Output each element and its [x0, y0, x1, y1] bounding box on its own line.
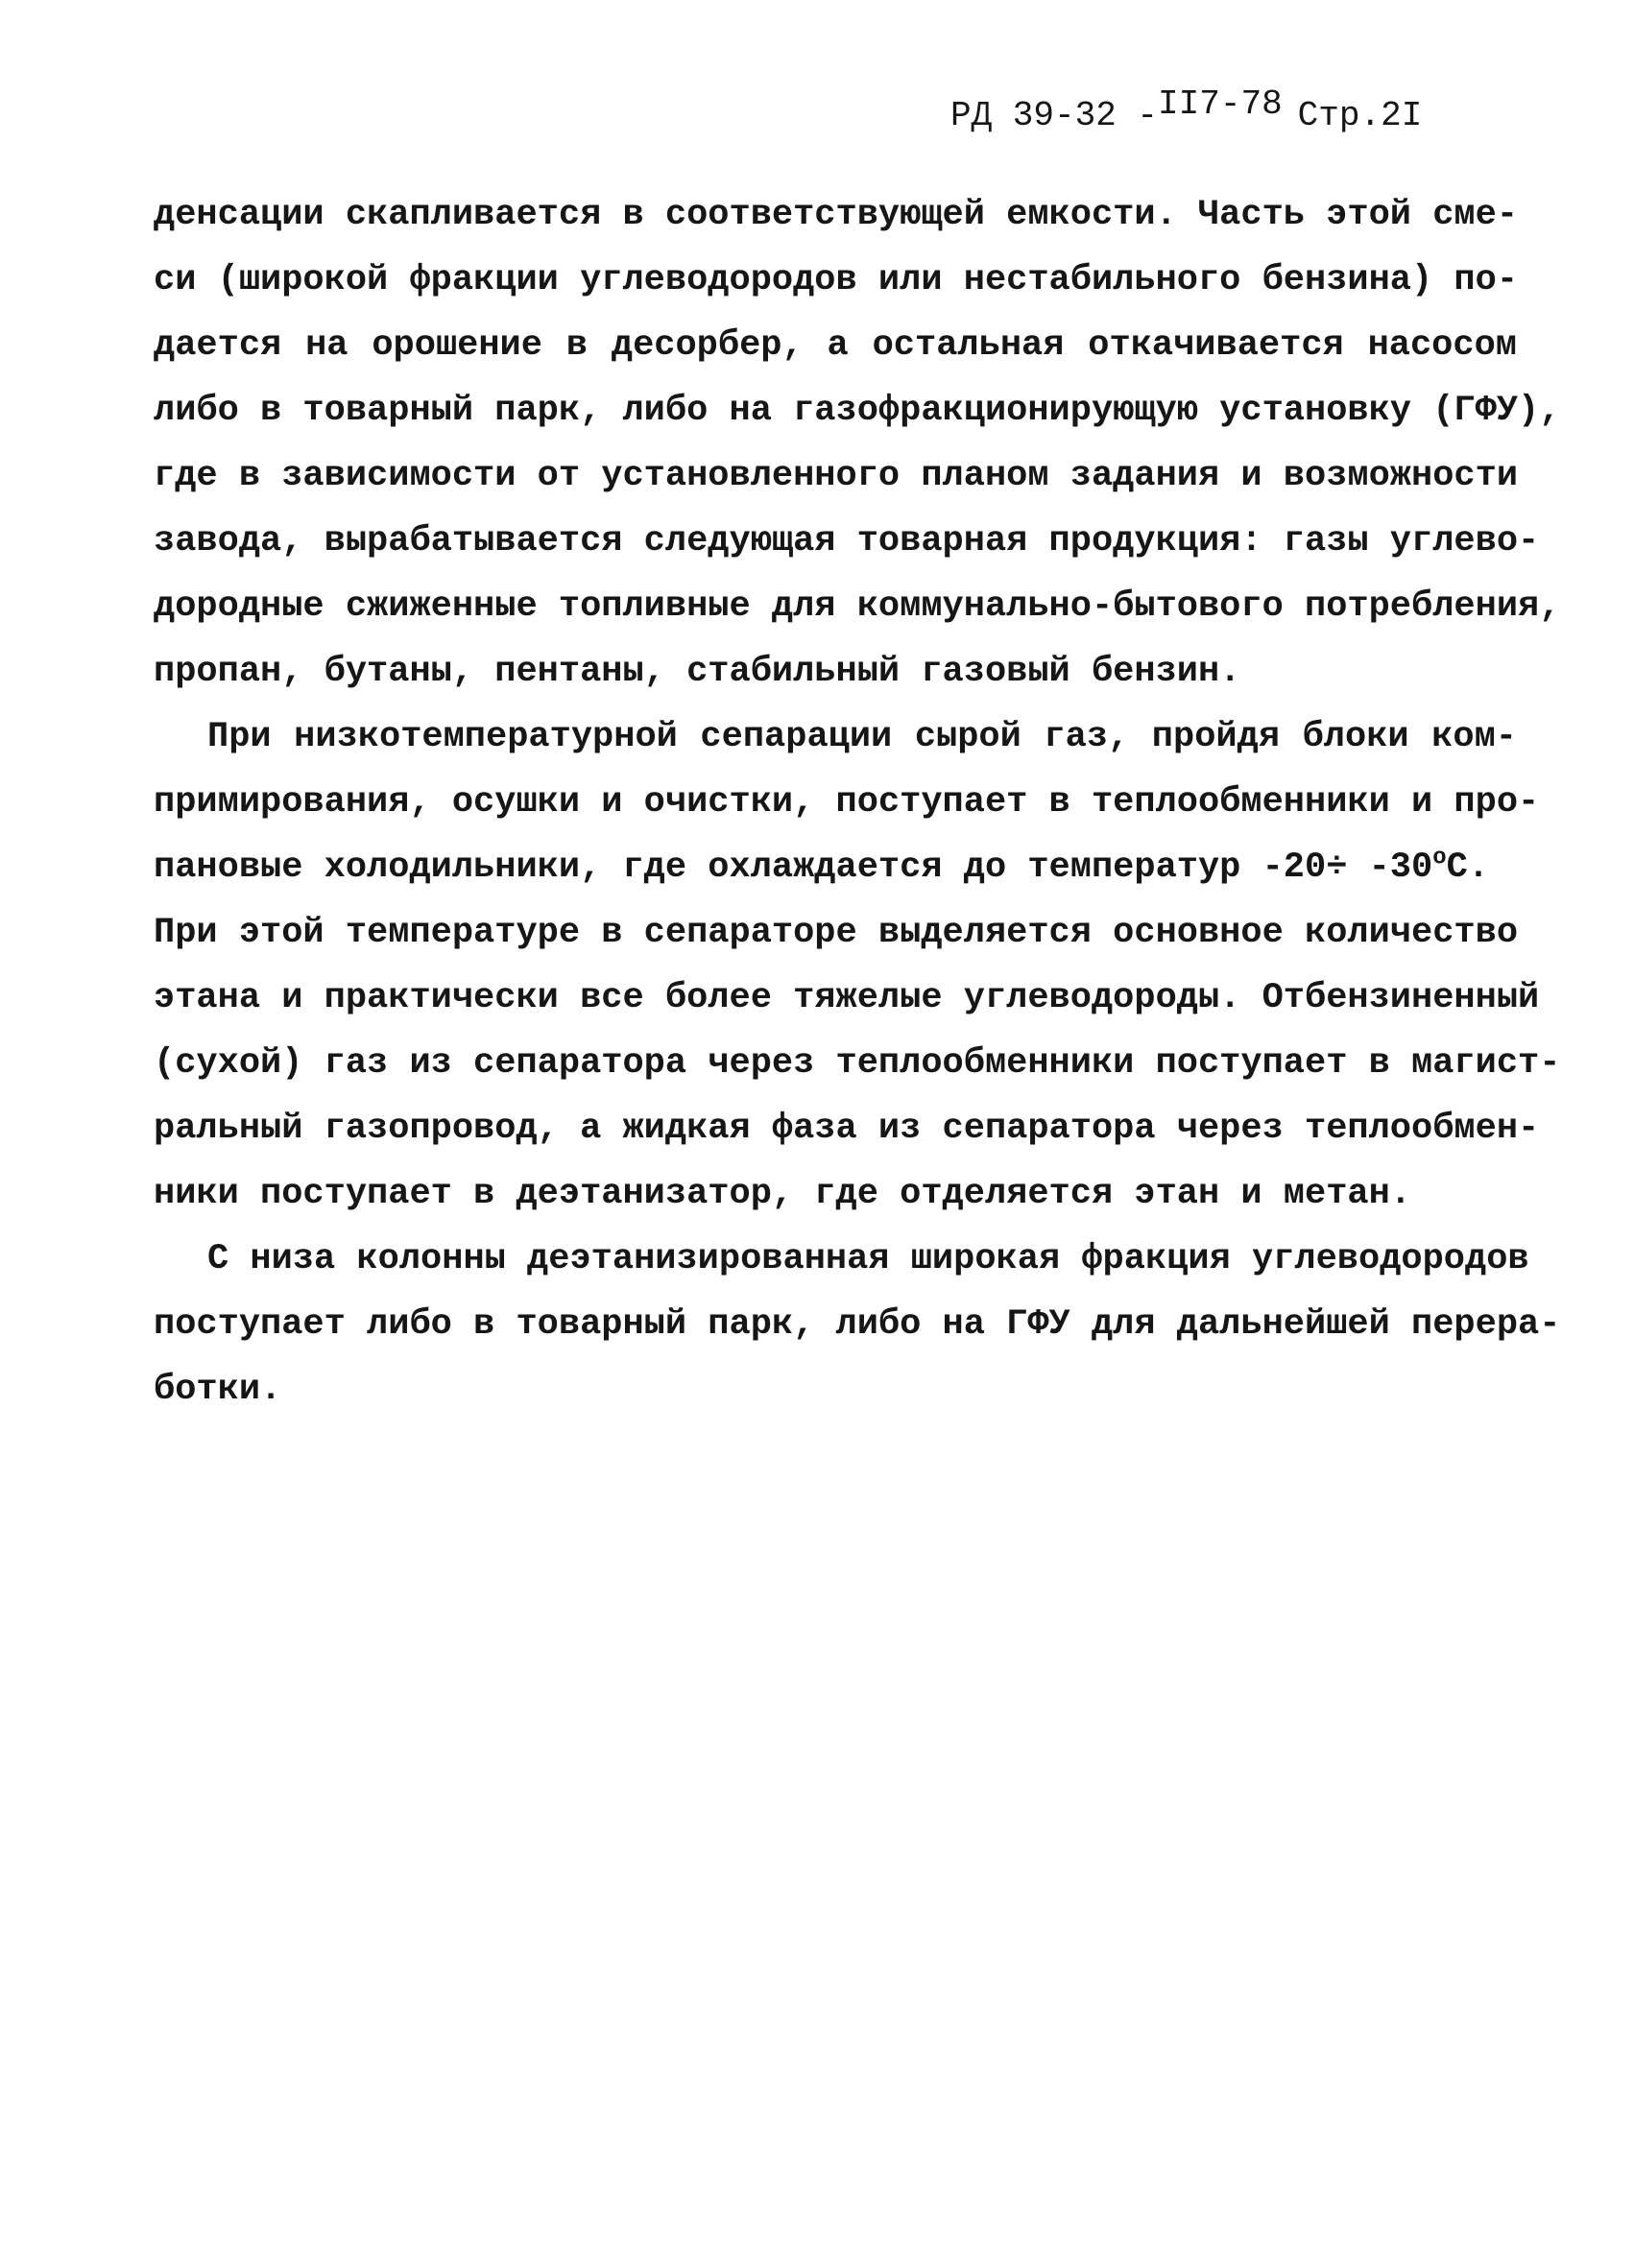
paragraph-1: [154, 182, 1561, 704]
text-line: дается на орошение в десорбер, а остальная откачивается насосом: [154, 325, 1517, 366]
text-line: либо в товарный парк, либо на газофракционирующую установку (ГФУ),: [154, 391, 1561, 431]
text-line: При низкотемпературной сепарации сырой газ, пройдя блоки ком-: [207, 717, 1517, 757]
text-line: завода, вырабатывается следующая товарная продукция: газы углево-: [154, 521, 1540, 561]
degree-sign: о: [1432, 845, 1447, 871]
text-line: ботки.: [154, 1370, 282, 1410]
text-line: си (широкой фракции углеводородов или нестабильного бензина) по-: [154, 260, 1519, 300]
text-line: этана и практически все более тяжелые углеводороды. Отбензиненный: [154, 978, 1540, 1018]
page-number: Стр.2I: [1297, 96, 1423, 135]
text-line: поступает либо в товарный парк, либо на ГФУ для дальнейшей перера-: [154, 1304, 1561, 1345]
text-line: дородные сжиженные топливные для коммунально-бытового потребления,: [154, 586, 1561, 627]
text-line: (сухой) газ из сепаратора через теплообменники поступает в магист-: [154, 1043, 1561, 1084]
page-header: [950, 84, 1526, 135]
paragraph-2: [154, 704, 1561, 1227]
text-line: где в зависимости от установленного планом задания и возможности: [154, 456, 1519, 496]
text-line: ники поступает в деэтанизатор, где отделяется этан и метан.: [154, 1174, 1412, 1214]
paragraph-3: [154, 1227, 1561, 1422]
temperature-line: [154, 835, 1517, 900]
text-line: примирования, осушки и очистки, поступает в теплообменники и про-: [154, 782, 1540, 823]
temperature-unit: С.: [1446, 848, 1490, 888]
text-line: С низа колонны деэтанизированная широкая фракция углеводородов: [207, 1239, 1529, 1279]
temperature-line-text: пановые холодильники, где охлаждается до температур -20÷ -30: [154, 848, 1433, 888]
text-line: пропан, бутаны, пентаны, стабильный газовый бензин.: [154, 652, 1241, 692]
document-code: РД 39-32 -: [950, 96, 1159, 135]
text-line: ральный газопровод, а жидкая фаза из сепаратора через теплообмен-: [154, 1109, 1540, 1149]
text-line: При этой температуре в сепараторе выделяется основное количество: [154, 913, 1519, 953]
body-text: [154, 182, 1561, 1422]
text-line: денсации скапливается в соответствующей емкости. Часть этой сме-: [154, 195, 1519, 235]
document-number: II7-78: [1158, 84, 1283, 124]
